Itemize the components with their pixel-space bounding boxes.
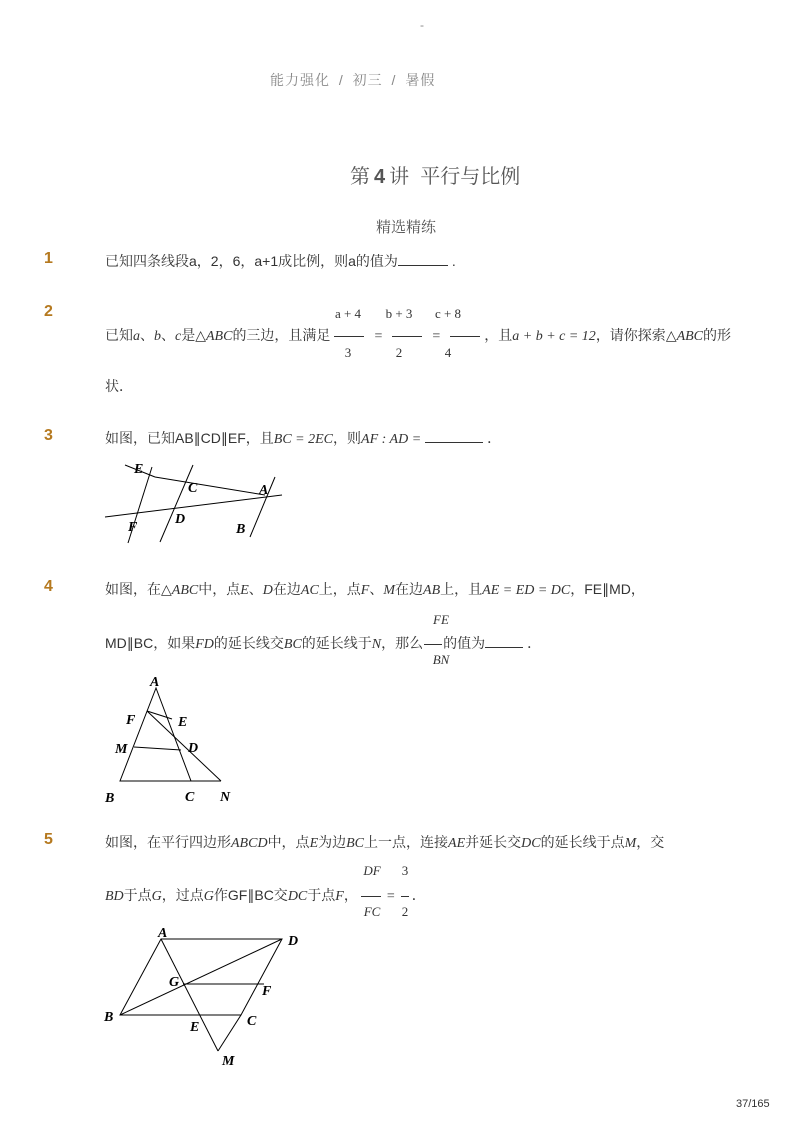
question-3-text: 如图，已知AB∥CD∥EF，且BC = 2EC，则AF : AD = ．: [105, 430, 502, 447]
label-c: C: [185, 790, 195, 805]
page-number: 37/165: [736, 1098, 770, 1110]
label-m: M: [115, 742, 128, 757]
fraction-bar: [401, 896, 409, 897]
label-f: F: [262, 984, 272, 999]
label-a: A: [150, 675, 160, 690]
answer-blank: [485, 635, 523, 648]
question-5-text: 如图，在平行四边形ABCD中，点E为边BC上一点，连接AE并延长交DC的延长线于点M，交: [105, 834, 665, 851]
label-m: M: [222, 1054, 235, 1069]
label-e: E: [178, 715, 188, 730]
fraction-bar: [361, 896, 381, 897]
fraction-bar: [450, 336, 480, 337]
question-4-text: 如图，在△ABC中，点E、D在边AC上，点F、M在边AB上，且AE = ED = DC，FE∥MD，: [105, 581, 645, 598]
fraction-denominator: 3: [344, 345, 352, 360]
fraction-denominator: BN: [432, 652, 450, 667]
label-c: C: [247, 1014, 257, 1029]
question-2-text: 已知a、b、c是△ABC的三边，且满足 = = ，且a + b + c = 12，请你探索△ABC的形: [105, 327, 732, 344]
line-cm: [218, 1015, 241, 1051]
triangle-abc: [120, 688, 191, 781]
breadcrumb: 能力强化 / 初三 / 暑假: [270, 72, 436, 88]
fraction-denominator: FC: [363, 904, 381, 919]
question-number: 3: [44, 427, 53, 444]
label-d: D: [188, 741, 199, 756]
fraction-numerator: DF: [363, 863, 381, 878]
fraction-bar: [334, 336, 364, 337]
fraction-numerator: FE: [433, 612, 449, 627]
question-1-text: 已知四条线段a，2，6，a+1成比例，则a的值为 .: [105, 253, 456, 269]
question-4-text-line2: MD∥BC，如果FD的延长线交BC的延长线于N，那么 的值为 ．: [105, 635, 542, 652]
section-title: 精选精练: [376, 219, 437, 236]
label-n: N: [220, 790, 231, 805]
question-number: 1: [44, 250, 53, 267]
segment: [105, 495, 282, 517]
fraction-denominator: 2: [395, 345, 403, 360]
fraction-denominator: 4: [444, 345, 452, 360]
fraction-numerator: 3: [401, 863, 409, 878]
label-b: B: [105, 791, 115, 806]
fraction-bar: [424, 644, 442, 645]
question-number: 2: [44, 303, 53, 320]
label-d: D: [288, 934, 299, 949]
question-number: 4: [44, 578, 53, 595]
label-e: E: [134, 462, 144, 477]
label-b: B: [104, 1010, 114, 1025]
header-dash: -: [420, 18, 424, 32]
label-a: A: [158, 926, 168, 941]
label-b: B: [236, 522, 246, 537]
question-number: 5: [44, 831, 53, 848]
label-f: F: [126, 713, 136, 728]
fraction-numerator: a + 4: [334, 306, 362, 321]
page-title: 第 4 讲 平行与比例: [350, 166, 521, 188]
question-2-text-line2: 状．: [105, 378, 133, 394]
fraction-denominator: 2: [401, 904, 409, 919]
question-5-text-line2: BD于点G，过点G作GF∥BC交DC于点F， = ．: [105, 887, 426, 904]
answer-blank: [425, 430, 483, 443]
label-e: E: [190, 1020, 200, 1035]
diagonal-bd: [120, 939, 282, 1015]
label-a: A: [259, 483, 269, 498]
label-g: G: [169, 975, 180, 990]
fraction-numerator: b + 3: [385, 306, 413, 321]
q4-figure: [100, 668, 250, 810]
line-cd: [160, 465, 193, 542]
q5-figure: [98, 925, 310, 1070]
label-d: D: [175, 512, 186, 527]
label-f: F: [128, 520, 138, 535]
segment: [155, 477, 265, 495]
answer-blank: [398, 253, 448, 266]
fraction-numerator: c + 8: [434, 306, 462, 321]
label-c: C: [188, 481, 198, 496]
q3-figure: [100, 455, 290, 550]
segment-md: [134, 747, 181, 750]
fraction-bar: [392, 336, 422, 337]
